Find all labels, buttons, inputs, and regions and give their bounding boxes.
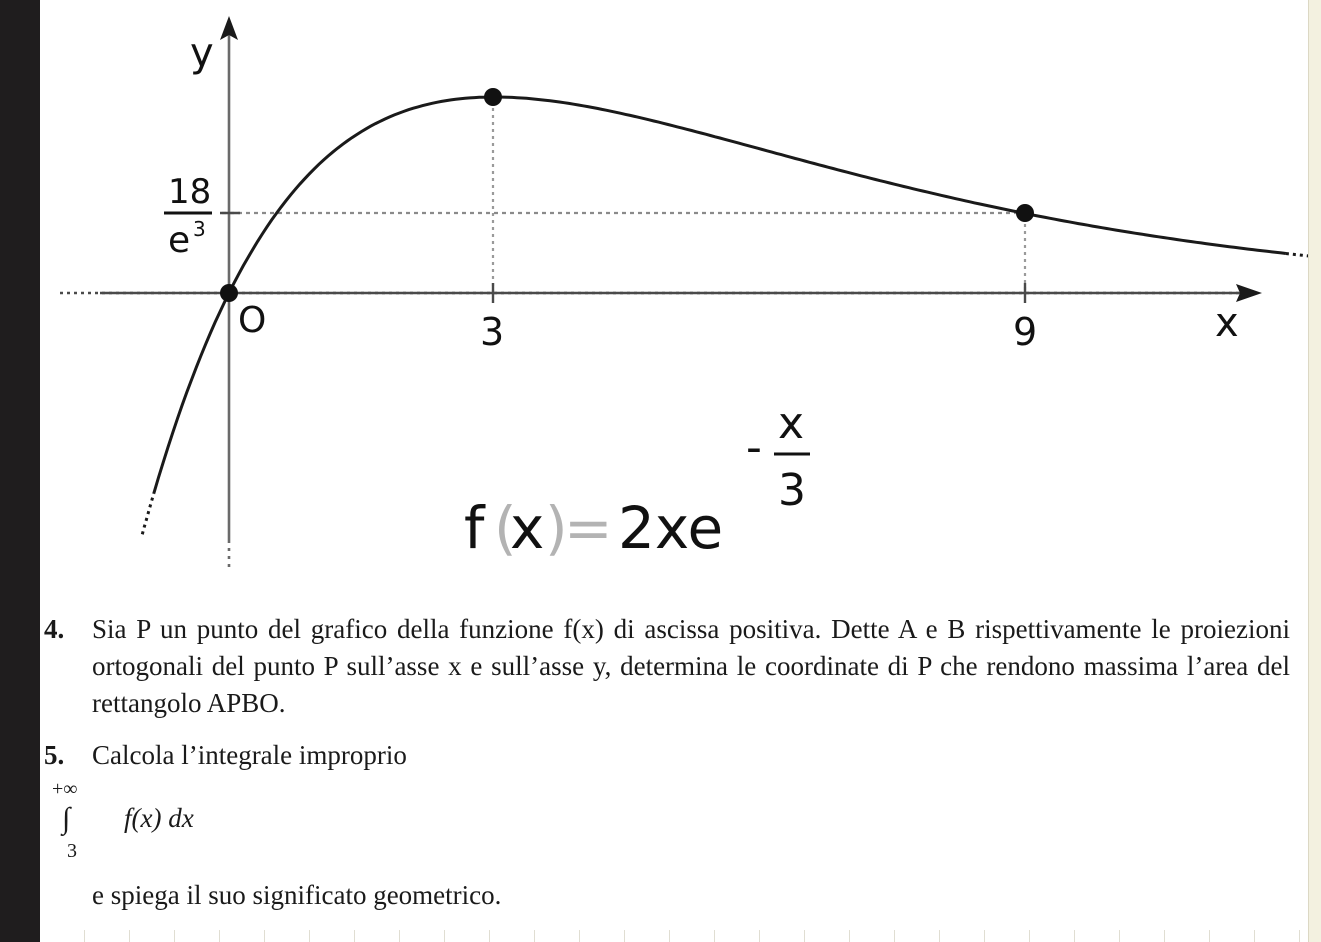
point-maximum (484, 88, 502, 106)
exercise-4-text: Sia P un punto del grafico della funzione f(x) di ascissa positiva. Dette A e B rispettivamente le proiezioni ortogonali del punto P sull’asse x e sull’asse y, determina le coordinate di P che rendono massima l’area del rettangolo APBO. (92, 614, 1290, 718)
function-graph (40, 0, 1308, 600)
exercise-5 (40, 737, 1290, 774)
window-dark-edge (0, 0, 40, 942)
formula-lparen: ( (494, 494, 517, 562)
level-denominator-base: e (168, 220, 191, 261)
formula-exponent-numerator: x (778, 398, 805, 449)
x-axis-label: x (1215, 300, 1239, 346)
exercise-4-number: 4. (44, 614, 65, 644)
exercise-5-text: Calcola l’integrale improprio (92, 740, 407, 770)
exercise-5-number: 5. (44, 740, 65, 770)
document-page (40, 0, 1308, 942)
integral-lower-limit: 3 (67, 840, 77, 862)
formula-rparen: ) (545, 494, 568, 562)
formula-x: x (510, 494, 545, 562)
formula-exponent-denominator: 3 (778, 465, 806, 516)
integrand: f(x) dx (124, 803, 194, 833)
level-numerator: 18 (168, 172, 212, 212)
level-denominator-exponent: 3 (193, 217, 206, 241)
point-x9 (1016, 204, 1034, 222)
right-margin-strip (1308, 0, 1321, 942)
tick-label-3: 3 (480, 310, 505, 354)
integral-sign-icon: ∫ (62, 802, 71, 835)
bottom-ruler (40, 930, 1308, 942)
y-axis-label: y (190, 30, 214, 76)
formula-rhs: 2xe (618, 494, 724, 562)
function-curve-left-dots (142, 493, 154, 534)
tick-label-9: 9 (1013, 310, 1038, 354)
origin-label: O (238, 300, 267, 341)
function-curve-right-dots (1286, 254, 1308, 257)
formula-exponent-sign: - (746, 422, 762, 473)
exercise-4 (40, 611, 1290, 722)
graph-svg (40, 0, 1308, 600)
formula-equals: = (564, 494, 613, 562)
integral-upper-limit: +∞ (52, 778, 78, 800)
formula-f: f (464, 494, 485, 562)
function-curve (154, 97, 1286, 493)
point-origin (220, 284, 238, 302)
exercise-5-closing: e spiega il suo significato geometrico. (92, 880, 502, 910)
